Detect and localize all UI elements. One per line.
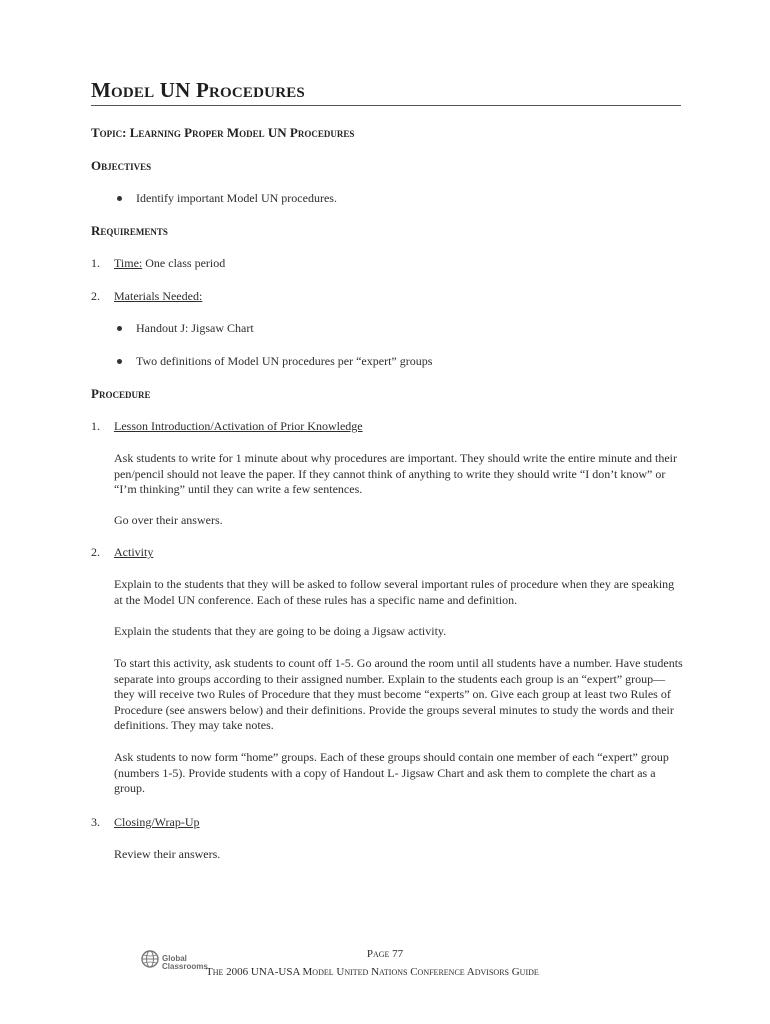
global-classrooms-logo bbox=[140, 949, 208, 981]
objective-item: Identify important Model UN procedures. bbox=[136, 191, 337, 205]
page-title: Model UN Procedures bbox=[91, 78, 305, 102]
globe-icon bbox=[140, 949, 160, 971]
topic-heading: Topic: Learning Proper Model UN Procedures bbox=[91, 125, 355, 140]
step-paragraph: Explain the students that they are going to be doing a Jigsaw activity. bbox=[114, 624, 447, 638]
title-divider bbox=[91, 105, 681, 106]
objectives-heading: Objectives bbox=[91, 158, 152, 173]
logo-text-line2: Classrooms bbox=[162, 962, 208, 971]
requirement-number: 1. bbox=[91, 256, 100, 270]
bullet-icon bbox=[117, 326, 122, 331]
bullet-icon bbox=[117, 196, 122, 201]
step-number: 3. bbox=[91, 815, 100, 829]
step-number: 1. bbox=[91, 419, 100, 433]
logo-text-line1: Global bbox=[162, 954, 187, 963]
materials-item: Handout J: Jigsaw Chart bbox=[136, 321, 254, 335]
requirement-time-text: One class period bbox=[142, 256, 226, 270]
step-number: 2. bbox=[91, 545, 100, 559]
bullet-icon bbox=[117, 359, 122, 364]
step-paragraph: Ask students to write for 1 minute about why procedures are important. They should write the entire minute and their pen/pencil should not leave the paper. If they cannot think of anything to write they should write “I don’t know” or “I’m thinking” until they can write a few sentences. bbox=[114, 451, 677, 496]
step-title: Lesson Introduction/Activation of Prior Knowledge bbox=[114, 419, 363, 433]
materials-item: Two definitions of Model UN procedures per “expert” groups bbox=[136, 354, 433, 368]
requirement-time-label: Time: bbox=[114, 256, 143, 270]
requirement-materials-label: Materials Needed: bbox=[114, 289, 203, 303]
step-paragraph: Ask students to now form “home” groups. Each of these groups should contain one member of each “expert” group (numbers 1-5). Provide students with a copy of Handout L- Jigsaw Chart and ask them to complete the chart as a group. bbox=[114, 750, 669, 795]
page-number: Page 77 bbox=[366, 948, 404, 960]
requirement-time bbox=[114, 256, 225, 272]
step-paragraph: To start this activity, ask students to count off 1-5. Go around the room until all students have a number. Have students separate into groups according to their assigned number. Explain to the students each group is an “expert” group—they will receive two Rules of Procedure that they must become “experts” on. Give each group at least two Rules of Procedure (see answers below) and their definitions. Provide the groups several minutes to study the words and their definitions. They may take notes. bbox=[114, 656, 683, 732]
requirements-heading: Requirements bbox=[91, 223, 168, 238]
step-title: Closing/Wrap-Up bbox=[114, 815, 200, 829]
step-paragraph: Review their answers. bbox=[114, 847, 221, 861]
step-paragraph: Explain to the students that they will be asked to follow several important rules of procedure when they are speaking at the Model UN conference. Each of these rules has a specific name and definition. bbox=[114, 577, 675, 607]
footer-guide-title: The 2006 UNA-USA Model United Nations Conference Advisors Guide bbox=[206, 966, 539, 978]
procedure-heading: Procedure bbox=[91, 386, 151, 401]
requirement-number: 2. bbox=[91, 289, 100, 303]
step-title: Activity bbox=[114, 545, 154, 559]
step-paragraph: Go over their answers. bbox=[114, 513, 223, 527]
